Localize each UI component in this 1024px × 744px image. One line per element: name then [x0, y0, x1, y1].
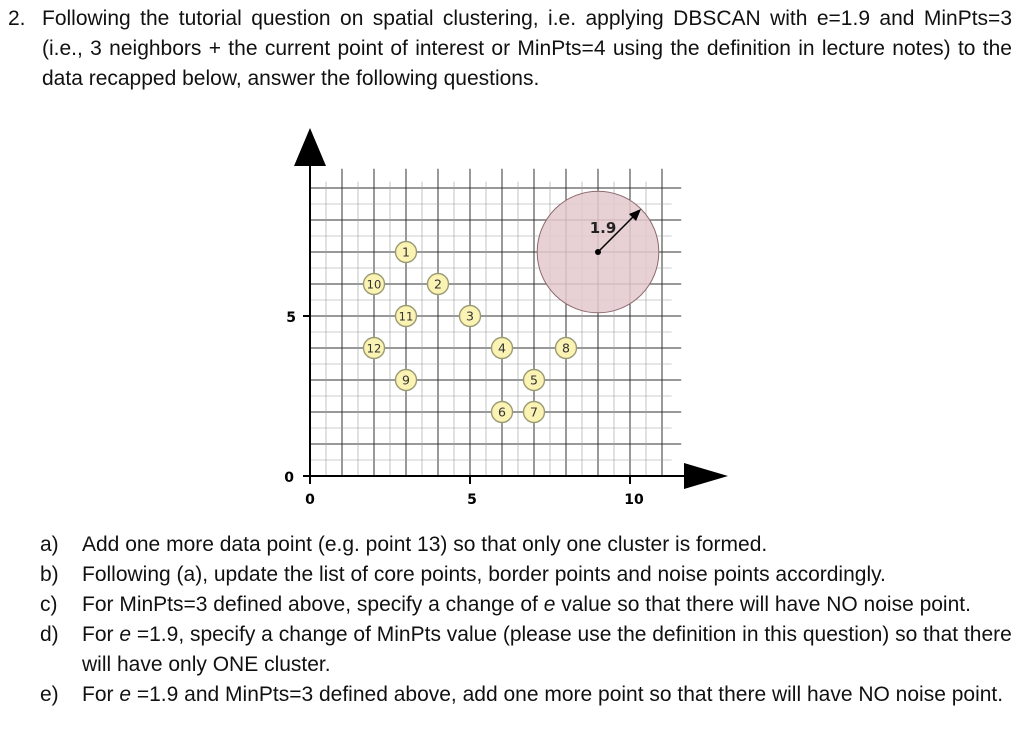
data-point-2	[428, 274, 449, 295]
data-point-3	[460, 306, 481, 327]
data-point-1	[396, 242, 417, 263]
axes	[284, 128, 728, 508]
data-point-6	[492, 402, 513, 423]
y-axis-arrow	[294, 128, 326, 166]
data-point-7	[524, 402, 545, 423]
dbscan-scatter-plot	[270, 118, 730, 508]
eps-center-dot	[595, 249, 601, 255]
data-point-11	[396, 306, 417, 327]
data-point-10	[364, 274, 385, 295]
x-tick-label-0: 0	[305, 492, 315, 508]
data-point-12	[364, 338, 385, 359]
subquestion-c: c) For MinPts=3 defined above, specify a change of e value so that there will have NO noise point.	[40, 593, 971, 616]
data-point-9	[396, 370, 417, 391]
dbscan-figure	[270, 118, 730, 513]
y-tick-label-0: 0	[284, 470, 294, 486]
question-text: Following the tutorial question on spatial clustering, i.e. applying DBSCAN with e=1.9 and MinPts=3 (i.e., 3 neighbors + the current point of interest or MinPts=4 using the definition in lecture notes) to the data recapped below, answer the following questions.	[42, 7, 1012, 90]
x-tick-label-5: 5	[467, 492, 477, 508]
point-label: 10	[366, 277, 382, 292]
subquestion-b: b) Following (a), update the list of core points, border points and noise points accordingly.	[40, 563, 886, 586]
point-label: 2	[434, 276, 442, 292]
data-point-8	[556, 338, 577, 359]
subquestion-d: d) For e =1.9, specify a change of MinPts value (please use the definition in this question) so that there will have only ONE cluster.	[40, 623, 1012, 676]
point-label: 1	[402, 244, 410, 260]
x-axis-arrow	[684, 463, 728, 489]
x-tick-label-10: 10	[624, 492, 644, 508]
point-label: 11	[398, 309, 414, 324]
point-label: 4	[498, 340, 506, 356]
point-label: 7	[530, 404, 538, 420]
point-label: 8	[562, 340, 570, 356]
question-2	[8, 4, 1012, 94]
point-label: 12	[366, 341, 382, 356]
data-point-4	[492, 338, 513, 359]
point-label: 9	[402, 372, 410, 388]
eps-circle-group	[537, 191, 659, 313]
data-point-5	[524, 370, 545, 391]
subquestion-a: a) Add one more data point (e.g. point 13) so that only one cluster is formed.	[40, 533, 768, 556]
eps-radius-label: 1.9	[589, 219, 617, 237]
point-label: 5	[530, 372, 538, 388]
subquestion-e: e) For e =1.9 and MinPts=3 defined above, add one more point so that there will have NO noise point.	[40, 683, 1004, 706]
y-tick-label-5: 5	[286, 310, 296, 326]
question-number: 2.	[8, 7, 26, 30]
subquestion-list	[40, 530, 1012, 710]
point-label: 3	[466, 308, 474, 324]
point-label: 6	[498, 404, 506, 420]
